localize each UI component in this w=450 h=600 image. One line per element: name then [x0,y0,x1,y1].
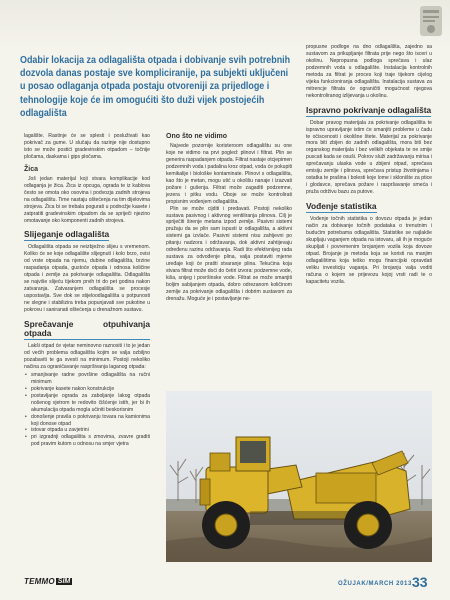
section-heading-vodenje: Vođenje statistika [306,201,377,212]
wheel-tractor-scraper-photo [166,391,432,562]
section-heading-slijeganje: Slijeganje odlagališta [24,229,110,240]
magazine-logo [24,575,72,587]
paragraph: propusne podloge na dno odlagališta, zajedno sa sustavom za prikupljanje filtrata prije nego što isceri u okolinu. Nepropusna podloga sprečava i ulaz podzemnih voda u odlagalište. Instalacija kontrolnih metoda za filtrat je proces koji traje tijekom cijelog vijeka funkcioniranja odlagališta. Instalacija sustava za mitrencje filtrata će ograničiti mogućnost njegova nekontroliranog izlijevanja u okolinu. [306,44,432,99]
text-column-3 [306,44,432,286]
text-column-2 [166,133,292,303]
paragraph: Još jedan materijal koji stvara komplikacije kod odlaganja je žica. Žica iz opcuga, ograda te iz kablova često se omota oko osovina i podvozja zadnih strojeva na odlagalištu. Time nastaju oštećenja na tim dijelovima strojeva. Žica bi se trebala pogurati u podnožje kasete i zatpratiti gradevinskim otpadom da se spriječi njezino omotavanje oko komponenti zadnih strojeva. [24,175,150,224]
subheading-ono: Ono što ne vidimo [166,133,228,140]
page-number: 33 [412,574,428,590]
list-item: • istovar otpada u zavjetrini [24,427,150,434]
article-intro: Odabir lokacija za odlagališta otpada i dobivanje svih potrebnih dozvola danas postaje sve kompliciranije, pa subjekti uključeni u posao odlaganja otpada postaju otvoreniji za prijedloge i tehnologije koje će im omogućiti što duži vijek postojećih odlagališta [20,55,291,119]
bullet-list [24,372,150,448]
paragraph: lagalište. Rastinje će se splesti i posluživati kao pokrivač za gume. U slučaju da razinje nije dostupno isto se može postići gradevinskim otpadom – točnije pločama, daskama i gips pločama. [24,133,150,160]
paragraph: Vođenje točnih statistika o dovozu otpada je jedan način za dobivanje točnih podataka o trenutnim i budućim potrebama odlagališta. Statistike se najlakše skupljaju vaganjem otpada na istovaru, ali ih je moguće skupljati i povremenim brojanjem vozila koja dovoze otpad. Brojanje je metoda koja se koristi na manjim odlagalištima koja teško mogu financijski opravdati veliku investiciju vaganja. Pri brojanju valja voditi računa o kojem se prijevozu kojoj vrsti radi te o kapacitetu vozila. [306,216,432,285]
paragraph: Odlagališta otpada se neizbježno slijeu s vremenom. Koliko će se koje odlagalište slijegnuti i kolo brzo, ovisi od vrste otpada na njemu, dubine odlagališta, brzine raspadanja otpada, gustoće otpada i odnosa količine otpada i zemlje za pokrivanje odlagališta. Odlagališta se najviše slijeću tijekom prvih tri do pet godina nakon zatvaranja. Zatvaranjem odlagališta se procesje uspostavlja. Sve dok se stijeloodlagališta u potpunosti ne slegne i stabilizira treba popunjavati sve pukotine u pokrovu i saniranati oštećenja u drenažnom sustavu. [24,244,150,314]
paragraph: Najvede pozornije koristeroom odlagalištu su one koje ne vidimo na prvi pogled: plinovi i filtrat. Plin se generira raspadanjem otpada. Filtrat nastaje otcjepimen podzemnih voda i padalina kroz otpad, voda će pokupiti kemikalije i biološke kontaminate. Plinovi s odlagališta, kao što je metan, mogu utić u okolišu nanaje i izazvati požare i gušenja. Filtrat može zagaditi podzemne, jezera i pitku vodu. Oboje se može kontrolirati propisnim vođenjem odlagališta. [166,143,293,205]
list-item: • smanjivanje radne površine odlagališta na ručni minimum [24,372,150,386]
list-item: • postavljanje ograda za zaboljanje lakog otpada nošenog vjetrom te redovito čišćenje istih, jer bi ih akumulacija otpada mogla učiniti beskorisnim [24,393,150,414]
paragraph: Lakši otpad će vjetar neminovno raznositi i to je jedan od većih problema odlagališta kojim se valja ozbiljno pozabaviti te ga svesti na minimum. Postoji nekoliko načina za ograničavanje raspršivanja laganog otpada: [24,343,150,370]
section-heading-ispravno: Ispravno pokrivanje odlagališta [306,104,432,115]
paragraph: Plin se može cijditi i predavati. Postoji nekoliko sustava pasivnog i aktivnog ventiliranja plinova. Cilj je spriječiti širenje metana izpod zemlje. Pasivni sistemi pružaju da se plin sam ispusti iz odlagališta, a aktivni sistemi ga izvlače. Pasivni sistemi nisu zahtjevni po pitanju nadzora i održavanja, dok aktivni zahtijevaju određenu razinu održavanja. Radi što efektivnijeg rada sustava za odvođenje plina, valja postaviti mjerne uređaje koji će pratiti stvaranje plina. Tekućina koja stvara filtrat može doći do četiri izvora: podzemne vode, kiša, snijeg i površinske vode. Filtrat se može smanjiti boljim sabijanjem otpada, dobro odrezanom količinom zemlje za pokrivanje odlagališta i dobrim sustavom za drenažu. Moguće je i postavljanje ne- [166,205,292,302]
logo-text: TEMMO [24,576,55,586]
list-item: • pokrivanje kasete nakon konstrukcije [24,386,150,393]
section-heading-sprecavanje: Sprečavanje otpuhivanja otpada [24,319,150,339]
badge-icon [418,4,444,38]
text-column-1 [24,133,150,448]
logo-text: SIM [57,577,71,585]
list-item: • pri izgradnji odlagališta s zmovima, zvavre graditi pod pravim kutom u odnosu na smjer vjetra [24,434,150,448]
paragraph: Dobar pravog materijala za pokrivanje odlagališta te ispravno upravljanje istim će smanjiti probleme u čadu te očiscenosti i okolišne štete. Materijal za pokrivanje mora biti zbijen do zadnih odlagališta, mora biti bez organskog materijala i bez velikih objekata te ne smije puscati kada se osuši. Pokrov služi zadržavanju mirisa i sprečavanju ulaska vode u zbijeni otpad, sprečava emisiju zemlje i plinova, sprečava pristup životinjama i ostatka te prašina i bolesti koje lome i sklonište za ptice i glodavce, sprečava požare i raspršavanje smeća i pruža održivu bazu za putove. [306,119,432,196]
list-item: • donošenje pravila o pokrivanju tovara na kamionima koji donose otpad [24,414,150,428]
top-band [0,0,450,48]
subheading-zica: Žica [24,165,39,173]
issue-date: OŽUJAK/MARCH 2013. [338,581,415,587]
